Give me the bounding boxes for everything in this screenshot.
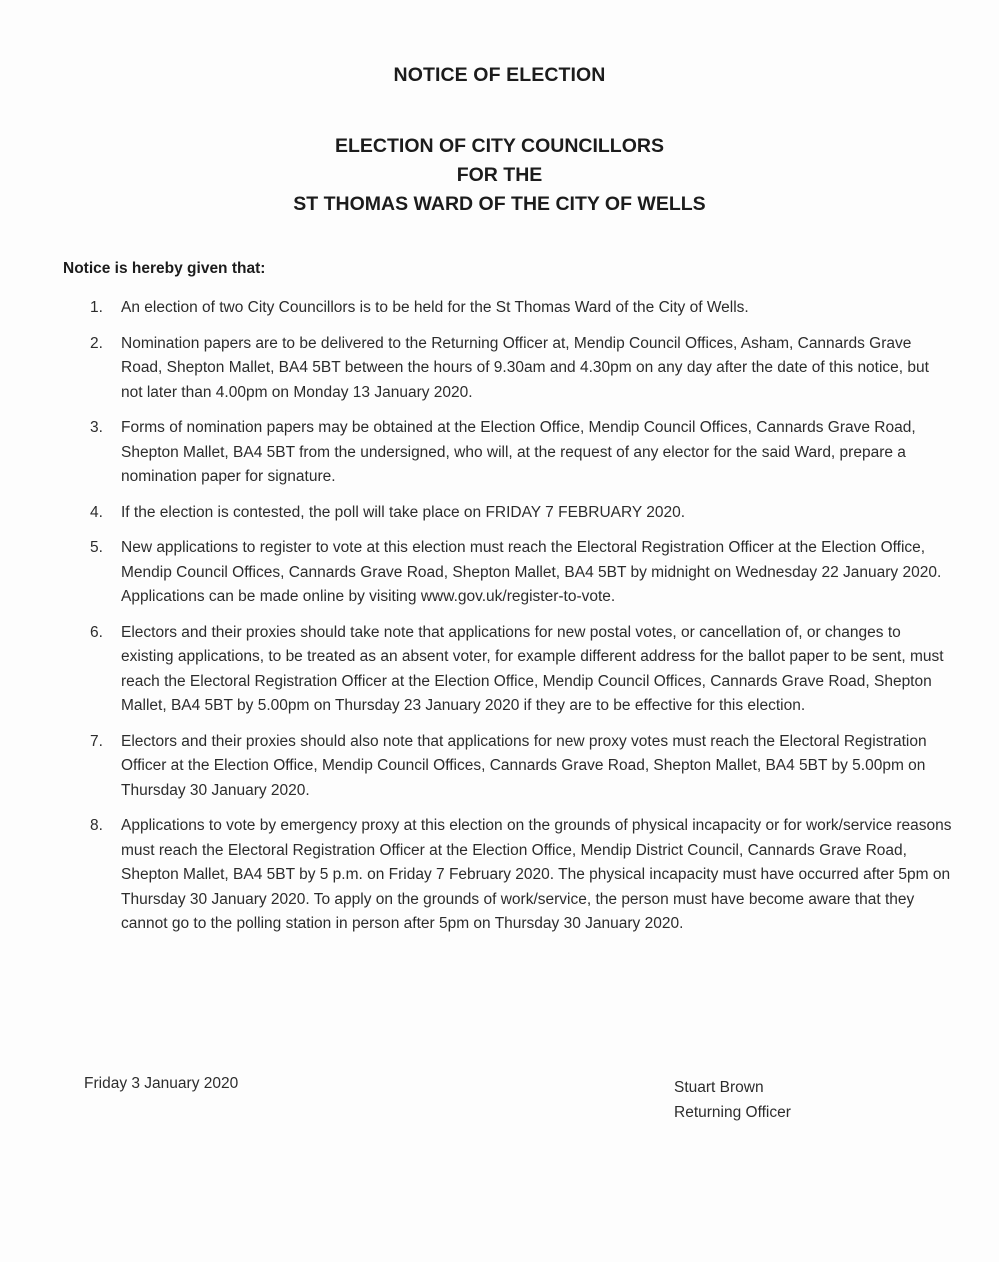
notice-intro: Notice is hereby given that: xyxy=(63,260,266,277)
item-text: Forms of nomination papers may be obtained at the Election Office, Mendip Council Offices, Cannards Grave Road, Shepton Mallet, BA4 5BT from the undersigned, who will, at the request of any elector for the said Ward, prepare a nomination paper for signature. xyxy=(121,419,916,485)
item-number: 5. xyxy=(90,539,103,556)
item-text: New applications to register to vote at this election must reach the Electoral Registration Officer at the Election Office, Mendip Council Offices, Cannards Grave Road, Shepton Mallet, BA4 5BT by midnight on Wednesday 22 January 2020. Applications can be made online by visiting www.gov.uk/register-to-vote. xyxy=(121,539,942,605)
signatory-role: Returning Officer xyxy=(674,1104,791,1121)
item-text: Applications to vote by emergency proxy at this election on the grounds of physical incapacity or for work/service reasons must reach the Electoral Registration Officer at the Election Office, Mendip District Council, Cannards Grave Road, Shepton Mallet, BA4 5BT by 5 p.m. on Friday 7 February 2020. The physical incapacity must have occurred after 5pm on Thursday 30 January 2020. To apply on the grounds of work/service, the person must have become aware that they cannot go to the polling station in person after 5pm on Thursday 30 January 2020. xyxy=(121,817,952,932)
item-text: Electors and their proxies should take note that applications for new postal votes, or cancellation of, or changes to existing applications, to be treated as an absent voter, for example different address for the ballot paper to be sent, must reach the Electoral Registration Officer at the Election Office, Mendip Council Offices, Cannards Grave Road, Shepton Mallet, BA4 5BT by 5.00pm on Thursday 23 January 2020 if they are to be effective for this election. xyxy=(121,623,944,714)
item-number: 7. xyxy=(90,732,103,750)
list-item xyxy=(63,296,953,321)
item-number: 2. xyxy=(90,334,103,352)
list-item xyxy=(63,501,953,526)
notice-title: NOTICE OF ELECTION xyxy=(393,64,606,86)
item-number: 8. xyxy=(90,817,103,834)
notice-items-list xyxy=(63,296,953,948)
item-number: 1. xyxy=(90,299,103,316)
list-item xyxy=(63,536,953,610)
list-item xyxy=(63,814,953,937)
list-item xyxy=(63,416,953,490)
notice-date: Friday 3 January 2020 xyxy=(84,1075,239,1092)
item-text: Nomination papers are to be delivered to the Returning Officer at, Mendip Council Offices, Asham, Cannards Grave Road, Shepton Mallet, BA4 5BT between the hours of 9.30am and 4.30pm on any day after the date of this notice, but not later than 4.00pm on Monday 13 January 2020. xyxy=(121,334,929,401)
item-text: Electors and their proxies should also note that applications for new proxy votes must reach the Electoral Registration Officer at the Election Office, Mendip Council Offices, Cannards Grave Road, Shepton Mallet, BA4 5BT by 5.00pm on Thursday 30 January 2020. xyxy=(121,732,927,799)
heading-line-2: FOR THE xyxy=(456,164,543,186)
item-number: 3. xyxy=(90,419,103,436)
signatory-name: Stuart Brown xyxy=(674,1079,764,1096)
list-item xyxy=(63,332,953,406)
election-heading xyxy=(0,132,999,219)
heading-line-1: ELECTION OF CITY COUNCILLORS xyxy=(335,135,664,157)
list-item xyxy=(63,621,953,719)
signature-block xyxy=(674,1075,791,1125)
item-text: If the election is contested, the poll will take place on FRIDAY 7 FEBRUARY 2020. xyxy=(121,503,686,521)
list-item xyxy=(63,730,953,804)
item-number: 4. xyxy=(90,503,103,521)
item-number: 6. xyxy=(90,623,103,641)
item-text: An election of two City Councillors is to be held for the St Thomas Ward of the City of Wells. xyxy=(121,299,749,316)
heading-line-3: ST THOMAS WARD OF THE CITY OF WELLS xyxy=(293,193,706,215)
